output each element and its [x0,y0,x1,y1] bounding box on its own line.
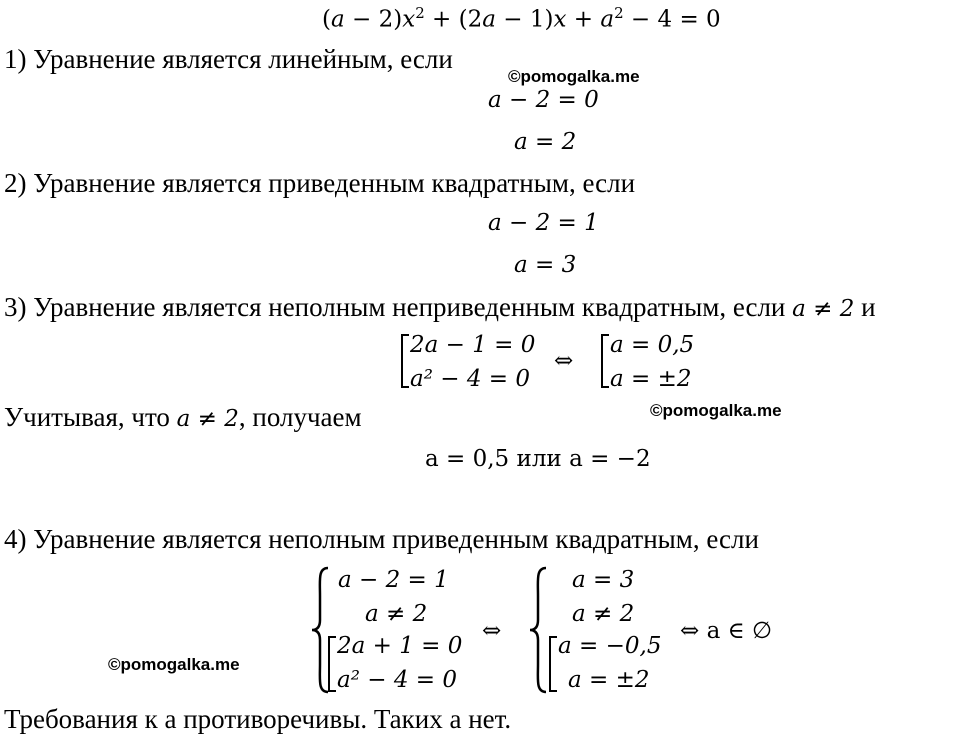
case4-left-sub-2: a² − 4 = 0 [337,667,457,693]
case3-bracket-right [601,334,609,388]
case4-right-sub-2: a = ±2 [568,667,650,693]
case3-heading-text: 3) Уравнение является неполным неприведенным квадратным, если [4,292,786,322]
case3-note-suffix: , получаем [238,402,362,432]
case4-right-1: a = 3 [572,567,635,593]
case1-line2: a = 2 [514,129,577,155]
main-equation: $(a - 2)x^2 + (2a - 1)x + a^2 - 4 = 0$ [322,4,721,33]
case1-heading: 1) Уравнение является линейным, если [4,44,453,74]
case4-right-sub-bracket [549,636,557,692]
watermark-3: ©pomogalka.me [108,655,240,674]
case3-heading-cond: a ≠ 2 [792,296,855,322]
case3-bracket-left [401,334,409,388]
case4-right-sub-1: a = −0,5 [558,633,662,659]
case3-note-prefix: Учитывая, что [4,402,170,432]
case3-result: a = 0,5 или a = −2 [425,446,651,472]
case3-left-2: a² − 4 = 0 [410,366,530,392]
case3-heading [4,294,876,321]
case4-equiv: ⇔ [482,618,502,644]
conclusion: Требования к a противоречивы. Таких a нет. [4,704,512,734]
case2-line2: a = 3 [514,252,577,278]
watermark-1: ©pomogalka.me [508,67,640,86]
case2-line1: a − 2 = 1 [488,210,599,236]
watermark-2: ©pomogalka.me [650,401,782,420]
case3-right-2: a = ±2 [610,366,692,392]
case4-left-1: a − 2 = 1 [338,567,449,593]
case3-left-1: 2a − 1 = 0 [410,332,536,358]
case4-left-2: a ≠ 2 [365,601,428,627]
case3-note [4,404,362,431]
case4-left-sub-1: 2a + 1 = 0 [337,633,463,659]
case4-heading: 4) Уравнение является неполным приведенным квадратным, если [4,524,759,554]
case3-heading-tail: и [861,292,876,322]
case4-right-brace [528,566,550,694]
case4-left-sub-bracket [328,636,336,692]
case4-right-2: a ≠ 2 [572,601,635,627]
case3-note-cond: a ≠ 2 [176,406,239,432]
case3-equiv: ⇔ [554,348,574,374]
case3-right-1: a = 0,5 [610,332,695,358]
case1-line1: a − 2 = 0 [488,87,599,113]
case4-result: ⇔ a ∈ ∅ [680,618,772,644]
case2-heading: 2) Уравнение является приведенным квадратным, если [4,168,636,198]
